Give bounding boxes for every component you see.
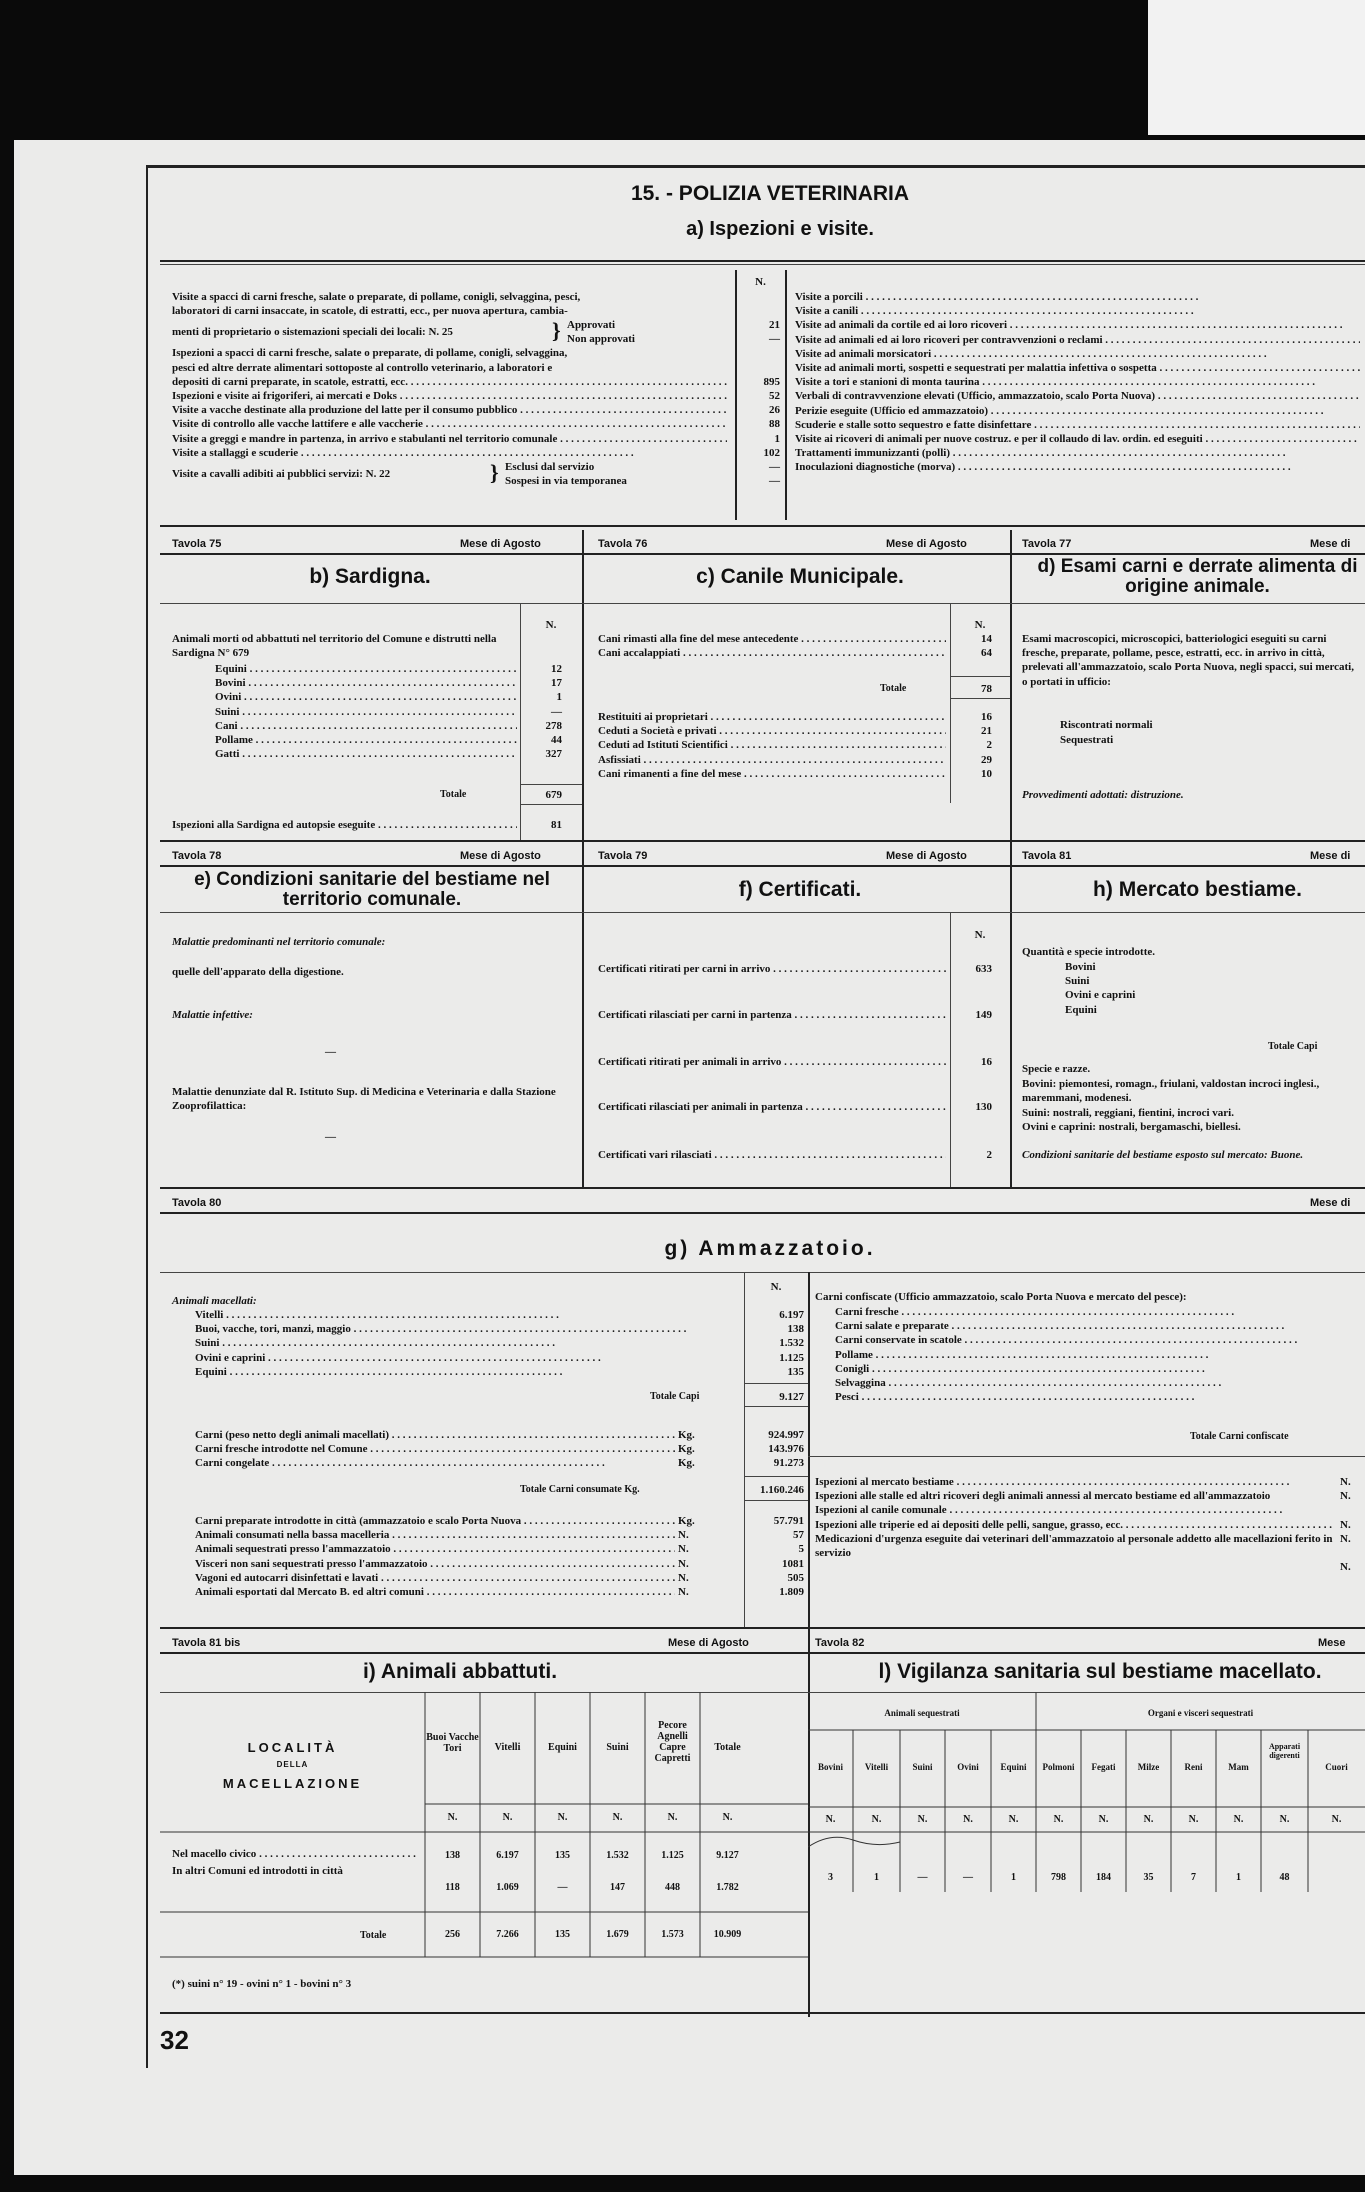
esami-provvedimenti: Provvedimenti adottati: distruzione. — [1022, 789, 1184, 801]
list-item: Cani rimanenti a fine del mese . . . — [598, 767, 946, 781]
list-item: Bovini . . . — [215, 676, 517, 690]
visite-row: Ispezioni a spacci di carni fresche, salate o preparate, di pollame, conigli, selvaggina, — [172, 347, 568, 360]
n-label: N. — [667, 1812, 678, 1823]
esami-text: Esami macroscopici, microscopici, batteriologici eseguiti su carni fresche, preparate, pollame, pesce, estratti, ecc. in arrivo in città, prelevati all'ammazzatoio, scalo Porta Nuova, negli spacci, sui mercati, o portati in ufficio: — [1022, 633, 1354, 688]
rule — [785, 270, 787, 520]
table-cell: 1.782 — [716, 1882, 739, 1893]
mercato-items — [1065, 960, 1135, 1017]
n-label: N. — [1053, 1814, 1064, 1825]
table-cell: 6.197 — [496, 1850, 519, 1861]
confiscate-totale: Totale Carni confiscate — [1190, 1431, 1289, 1442]
rule — [160, 264, 1365, 265]
ispezioni-row: Ispezioni alla Sardigna ed autopsie eseguite . . . — [172, 818, 517, 832]
section-title-ammazzatoio: g) Ammazzatoio. — [664, 1237, 876, 1260]
table-cell: 3 — [828, 1872, 833, 1883]
list-item: Vagoni ed autocarri disinfettati e lavati . . . — [195, 1571, 675, 1585]
table-cell: 184 — [1096, 1872, 1111, 1883]
n-label: N. — [1279, 1814, 1290, 1825]
visite-row: depositi di carni preparate, in scatole, estratti, ecc. . . . — [172, 375, 727, 389]
tavola-label: Tavola 82 — [815, 1637, 865, 1649]
certificati-value: 149 — [975, 1009, 992, 1021]
rule — [744, 1272, 745, 1627]
section-title-canile: c) Canile Municipale. — [696, 565, 904, 588]
totale-label: Totale — [360, 1930, 387, 1941]
table-cell: — — [963, 1872, 973, 1883]
tavola-label: Tavola 81 — [1022, 850, 1072, 862]
visite-left-block — [172, 290, 727, 488]
rule — [160, 1187, 1365, 1189]
list-item: Ispezioni alle triperie ed ai depositi delle pelli, sangue, grasso, ecc. . . . — [815, 1518, 1335, 1532]
confiscate-header: Carni confiscate (Ufficio ammazzatoio, scalo Porta Nuova e mercato del pesce): — [815, 1291, 1187, 1303]
carni-list — [195, 1428, 675, 1471]
rule — [520, 804, 582, 805]
list-item: Carni fresche . . . — [835, 1305, 1360, 1319]
n-label: N. — [545, 619, 557, 631]
rule — [1010, 530, 1012, 850]
rule — [1010, 842, 1012, 1187]
table-cell: — — [557, 1882, 568, 1893]
mese-label: Mese di — [1310, 850, 1351, 862]
list-item: Animali consumati nella bassa macelleria . . . — [195, 1528, 675, 1542]
tavola-label: Tavola 76 — [598, 538, 648, 550]
list-item: Animali sequestrati presso l'ammazzatoio . . . — [195, 1542, 675, 1556]
list-item: Suini — [1065, 975, 1090, 988]
visite-right-row: Inoculazioni diagnostiche (morva) . . . — [795, 460, 1360, 474]
visite-row: Visite a spacci di carni fresche, salate o preparate, di pollame, conigli, selvaggina, pesci, — [172, 291, 581, 303]
rule — [160, 2012, 1365, 2014]
list-item: Equini — [1065, 1003, 1097, 1016]
list-item: Pollame . . . — [215, 733, 517, 747]
canile-list-2 — [598, 710, 946, 781]
totale-label: Totale Carni consumate Kg. — [520, 1484, 640, 1495]
canile-list-1 — [598, 632, 946, 660]
section-title-vigilanza: l) Vigilanza sanitaria sul bestiame macellato. — [878, 1660, 1322, 1683]
table-cell: 798 — [1051, 1872, 1066, 1883]
altri-units: Kg. N. N. N. N. N. — [678, 1515, 695, 1599]
footnote: (*) suini n° 19 - ovini n° 1 - bovini n° 3 — [172, 1978, 352, 1990]
certificati-row: Certificati rilasciati per carni in partenza . . . — [598, 1008, 946, 1022]
section-title-sardigna: b) Sardigna. — [309, 565, 431, 588]
tavola-label: Tavola 78 — [172, 850, 222, 862]
list-item: Selvaggina . . . — [835, 1376, 1360, 1390]
totale-value: 78 — [981, 683, 992, 695]
malattie-infettive: Malattie infettive: — [172, 1009, 253, 1021]
table-cell: 118 — [445, 1882, 460, 1893]
n-label: N. — [871, 1814, 882, 1825]
visite-right-row: Perizie eseguite (Ufficio ed ammazzatoio) . . . — [795, 404, 1360, 418]
visite-row: Visite a greggi e mandre in partenza, in arrivo e stabulanti nel territorio comunale . . . — [172, 432, 727, 446]
table-cell: 1 — [1236, 1872, 1241, 1883]
mercato-quantita: Quantità e specie introdotte. — [1022, 946, 1156, 958]
rule — [582, 842, 584, 1187]
mercato-ovini: Ovini e caprini: nostrali, bergamaschi, biellesi. — [1022, 1121, 1241, 1133]
list-item: Equini . . . — [215, 662, 517, 676]
rule — [520, 603, 521, 841]
canile-values-2: 16 21 2 29 10 — [981, 711, 992, 780]
tavola-label: Tavola 75 — [172, 538, 222, 550]
table-cell: 1.679 — [606, 1929, 629, 1940]
column-header: Polmoni — [1042, 1762, 1075, 1772]
list-item: Restituiti ai proprietari . . . — [598, 710, 946, 724]
list-item: Cani rimasti alla fine del mese antecedente . . . — [598, 632, 946, 646]
column-header: Suini — [912, 1762, 933, 1772]
table-cell: 135 — [555, 1929, 570, 1940]
list-item: Ispezioni al mercato bestiame . . . — [815, 1475, 1335, 1489]
column-header: Buoi Vacche Tori — [426, 1732, 479, 1754]
certificati-value: 130 — [975, 1101, 992, 1113]
page-subheader: a) Ispezioni e visite. — [686, 218, 874, 240]
list-item: Asfissiati . . . — [598, 753, 946, 767]
dash: — — [325, 1131, 336, 1143]
malattie-denunziate: Malattie denunziate dal R. Istituto Sup. di Medicina e Veterinaria e dalla Stazione Zooprofilattica: — [172, 1086, 556, 1113]
tavola-label: Tavola 77 — [1022, 538, 1072, 550]
rule — [582, 530, 584, 850]
column-header: Fegati — [1091, 1762, 1116, 1772]
rule — [160, 840, 1365, 842]
visite-row: Visite a stallaggi e scuderie . . . — [172, 446, 727, 460]
mese-label: Mese di Agosto — [460, 850, 541, 862]
table-cell: 10.909 — [713, 1929, 742, 1940]
list-item: Equini . . . — [195, 1365, 740, 1379]
column-header: Milze — [1137, 1762, 1160, 1772]
rule — [160, 525, 1365, 527]
list-item: Medicazioni d'urgenza eseguite dai veterinari dell'ammazzatoio al personale addetto alle macellazioni ferito in servizio — [815, 1532, 1333, 1560]
table-cell: 1 — [874, 1872, 879, 1883]
list-item: Cani . . . — [215, 719, 517, 733]
mese-label: Mese — [1318, 1637, 1346, 1649]
mese-label: Mese di Agosto — [886, 538, 967, 550]
table-cell: 448 — [665, 1882, 680, 1893]
list-item: Visceri non sani sequestrati presso l'ammazzatoio . . . — [195, 1557, 675, 1571]
list-item: Bovini — [1065, 961, 1096, 973]
tavola-label: Tavola 80 — [172, 1197, 222, 1209]
table-cell: 7.266 — [496, 1929, 519, 1940]
column-header: Equini — [1000, 1762, 1027, 1772]
esami-riscontrati: Riscontrati normali — [1060, 719, 1153, 731]
totale-value: 9.127 — [779, 1391, 804, 1403]
certificati-row: Certificati ritirati per carni in arrivo . . . — [598, 962, 946, 976]
list-item: Ovini . . . — [215, 690, 517, 704]
certificati-row: Certificati rilasciati per animali in partenza . . . — [598, 1100, 946, 1114]
section-title-condizioni: e) Condizioni sanitarie del bestiame nel territorio comunale. — [194, 869, 550, 910]
visite-right-row: Visite ai ricoveri di animali per nuove costruz. e per il collaudo di lav. ordin. ed eseguiti . . . — [795, 432, 1360, 446]
visite-row: menti di proprietario o sistemazioni speciali dei locali: N. 25 } Approvati Non approvati — [172, 318, 635, 346]
tavola-label: Tavola 79 — [598, 850, 648, 862]
section-title-abbattuti: i) Animali abbattuti. — [362, 1660, 558, 1683]
ispezioni-value: 81 — [551, 819, 562, 831]
visite-right-row: Visite ad animali ed ai loro ricoveri per contravvenzioni o reclami . . . — [795, 333, 1360, 347]
table-cell: 1 — [1011, 1872, 1016, 1883]
rule — [160, 1212, 1365, 1214]
n-label: N. — [1143, 1814, 1154, 1825]
n-label: N. — [1098, 1814, 1109, 1825]
vigilanza-table — [808, 1692, 1365, 1892]
page-header: 15. - POLIZIA VETERINARIA — [630, 182, 910, 205]
localita-header: DELLA — [276, 1760, 309, 1769]
confiscate-list — [835, 1305, 1360, 1404]
rule — [735, 270, 737, 520]
n-label: N. — [770, 1281, 782, 1293]
carni-values: 924.997 143.976 91.273 — [768, 1429, 804, 1470]
visite-right-row: Visite ad animali morti, sospetti e sequestrati per malattia infettiva o sospetta . . . — [795, 361, 1360, 375]
n-label: N. — [612, 1812, 623, 1823]
list-item: Ovini e caprini — [1065, 989, 1136, 1002]
mese-label: Mese di Agosto — [886, 850, 967, 862]
totale-label: Totale — [880, 683, 907, 694]
column-header: Vitelli — [864, 1762, 889, 1772]
visite-right-row: Scuderie e stalle sotto sequestro e fatte disinfettare . . . — [795, 418, 1360, 432]
list-item: Cani accalappiati . . . — [598, 646, 946, 660]
tavola-label: Tavola 81 bis — [172, 1637, 241, 1649]
list-item: Vitelli . . . — [195, 1308, 740, 1322]
macellati-list — [195, 1308, 740, 1379]
column-header: Bovini — [817, 1762, 843, 1772]
table-cell: 256 — [445, 1929, 460, 1940]
mese-label: Mese di — [1310, 1197, 1351, 1209]
malattie-predominanti: Malattie predominanti nel territorio comunale: — [172, 936, 386, 948]
column-header: Totale — [714, 1742, 741, 1753]
column-header: Vitelli — [494, 1742, 521, 1753]
ispezioni-units: N. N. N. N. N. — [1340, 1476, 1351, 1573]
list-item: Ceduti a Società e privati . . . — [598, 724, 946, 738]
ispezioni-list — [815, 1475, 1335, 1560]
n-label: N. — [557, 1812, 568, 1823]
section-title-esami: d) Esami carni e derrate alimenta di origine animale. — [1037, 556, 1358, 597]
sardigna-values: 12 17 1 — 278 44 327 — [545, 663, 562, 761]
table-cell: 1.532 — [606, 1850, 629, 1861]
visite-right-row: Visite a porcili . . . — [795, 290, 1360, 304]
table-cell: 9.127 — [716, 1850, 739, 1861]
mercato-bovini: Bovini: piemontesi, romagn., friulani, valdostan incroci inglesi., maremmani, modenesi. — [1022, 1078, 1320, 1105]
list-item: Carni fresche introdotte nel Comune . . . — [195, 1442, 675, 1456]
table-cell: 48 — [1279, 1872, 1290, 1883]
rule — [950, 912, 951, 1187]
rule — [160, 260, 1365, 262]
table-cell: 1.573 — [661, 1929, 684, 1940]
rule — [744, 1406, 808, 1407]
column-header: Apparati digerenti — [1268, 1742, 1301, 1760]
n-label: N. — [974, 929, 986, 941]
list-item: Ispezioni alle stalle ed altri ricoveri degli animali annessi al mercato bestiame ed all'ammazzatoio — [815, 1490, 1271, 1503]
macellati-label: Animali macellati: — [172, 1295, 257, 1307]
n-label: N. — [963, 1814, 973, 1825]
mercato-suini: Suini: nostrali, reggiani, fientini, incroci vari. — [1022, 1107, 1234, 1119]
table-cell: 147 — [610, 1882, 625, 1893]
totale-value: 1.160.246 — [760, 1484, 804, 1496]
n-label: N. — [1331, 1814, 1342, 1825]
canile-values-1: 14 64 — [981, 633, 992, 660]
rule — [160, 865, 1365, 867]
visite-right-block — [795, 290, 1360, 475]
n-label: N. — [722, 1812, 733, 1823]
n-label: N. — [755, 276, 766, 288]
list-item: Buoi, vacche, tori, manzi, maggio . . . — [195, 1322, 740, 1336]
column-header: Reni — [1184, 1762, 1203, 1772]
localita-header: MACELLAZIONE — [222, 1776, 363, 1791]
abbattuti-table — [160, 1692, 808, 2012]
rule — [520, 784, 582, 785]
totale-label: Totale — [440, 789, 467, 800]
totale-value: 679 — [545, 789, 562, 801]
list-item: Suini . . . — [215, 705, 517, 719]
altri-list — [195, 1514, 675, 1599]
list-item: Gatti . . . — [215, 747, 517, 761]
certificati-row: Certificati vari rilasciati . . . — [598, 1148, 946, 1162]
mercato-condizioni: Condizioni sanitarie del bestiame esposto sul mercato: Buone. — [1022, 1149, 1304, 1161]
certificati-value: 633 — [975, 963, 992, 975]
sardigna-intro: Animali morti od abbattuti nel territorio del Comune e distrutti nella Sardigna N° 679 — [172, 633, 497, 660]
visite-values: 21 — 895 52 26 88 1 102 — — — [763, 319, 780, 488]
rule — [950, 698, 1010, 699]
visite-row: Visite di controllo alle vacche lattifere e alle vaccherie . . . — [172, 417, 727, 431]
table-cell: 7 — [1191, 1872, 1196, 1883]
top-white-paper — [1148, 0, 1365, 135]
esami-sequestrati: Sequestrati — [1060, 734, 1114, 746]
mese-label: Mese di Agosto — [460, 538, 541, 550]
visite-row: Visite a vacche destinate alla produzione del latte per il consumo pubblico . . . — [172, 403, 727, 417]
mese-label: Mese di Agosto — [668, 1637, 749, 1649]
localita-header: LOCALITÀ — [247, 1740, 338, 1755]
rule — [808, 1456, 1365, 1457]
visite-right-row: Visite ad animali da cortile ed ai loro ricoveri . . . — [795, 318, 1360, 332]
apparato-digestione: quelle dell'apparato della digestione. — [172, 966, 344, 978]
group-header: Animali sequestrati — [884, 1708, 960, 1718]
rule — [160, 553, 1365, 555]
list-item: Pesci . . . — [835, 1390, 1360, 1404]
column-header: Equini — [548, 1742, 577, 1753]
sardigna-list — [215, 662, 517, 761]
mercato-totale: Totale Capi — [1268, 1041, 1318, 1052]
list-item: Carni (peso netto degli animali macellati) . . . — [195, 1428, 675, 1442]
list-item: Carni congelate . . . — [195, 1456, 675, 1470]
certificati-value: 2 — [986, 1149, 992, 1161]
altri-values: 57.791 57 5 1081 505 1.809 — [773, 1515, 804, 1599]
section-title-certificati: f) Certificati. — [738, 878, 862, 901]
rule — [744, 1500, 808, 1501]
dash: — — [325, 1046, 336, 1058]
n-label: N. — [1188, 1814, 1199, 1825]
vigilanza-grid — [808, 1692, 1365, 1892]
n-label: N. — [825, 1814, 836, 1825]
section-title-mercato: h) Mercato bestiame. — [1093, 878, 1302, 901]
n-label: N. — [1008, 1814, 1019, 1825]
n-label: N. — [502, 1812, 513, 1823]
certificati-value: 16 — [981, 1056, 992, 1068]
visite-right-row: Visite a canili . . . — [795, 304, 1360, 318]
certificati-row: Certificati ritirati per animali in arrivo . . . — [598, 1055, 946, 1069]
rule — [160, 1652, 1365, 1654]
mese-label: Mese di — [1310, 538, 1351, 550]
visite-right-row: Verbali di contravvenzione elevati (Ufficio, ammazzatoio, scalo Porta Nuova) . . . — [795, 389, 1360, 403]
column-header: Mam — [1228, 1762, 1249, 1772]
top-dark-band — [0, 0, 1148, 140]
visite-row: Ispezioni e visite ai frigoriferi, ai mercati e Doks . . . — [172, 389, 727, 403]
column-header: Suini — [606, 1742, 629, 1753]
abbattuti-row-label: In altri Comuni ed introdotti in città — [172, 1865, 343, 1877]
rule — [744, 1476, 808, 1477]
list-item: Ispezioni al canile comunale . . . — [815, 1503, 1335, 1517]
n-label: N. — [1233, 1814, 1244, 1825]
table-cell: 35 — [1143, 1872, 1154, 1883]
column-header: Pecore Agnelli Capre Capretti — [654, 1720, 691, 1764]
rule — [744, 1383, 808, 1384]
table-cell: — — [917, 1872, 928, 1883]
visite-row: Visite a cavalli adibiti ai pubblici servizi: N. 22 } Esclusi dal servizio Sospesi in via temporanea — [172, 460, 627, 488]
list-item: Ceduti ad Istituti Scientifici . . . — [598, 738, 946, 752]
rule — [160, 1627, 1365, 1629]
carni-units: Kg. Kg. Kg. — [678, 1429, 695, 1470]
list-item: Carni salate e preparate . . . — [835, 1319, 1360, 1333]
list-item: Pollame . . . — [835, 1348, 1360, 1362]
visite-row: laboratori di carni insaccate, in scatole, di estratti, ecc., per nuova apertura, cambia- — [172, 305, 568, 318]
n-label: N. — [974, 619, 986, 631]
group-header: Organi e visceri sequestrati — [1147, 1708, 1254, 1718]
n-label: N. — [917, 1814, 928, 1825]
visite-right-row: Trattamenti immunizzanti (polli) . . . — [795, 446, 1360, 460]
visite-right-row: Visite a tori e stanioni di monta taurina . . . — [795, 375, 1360, 389]
n-label: N. — [447, 1812, 458, 1823]
list-item: Carni conservate in scatole . . . — [835, 1333, 1360, 1347]
table-cell: 138 — [445, 1850, 460, 1861]
abbattuti-row-label: Nel macello civico . . . — [172, 1847, 417, 1861]
list-item: Carni preparate introdotte in città (ammazzatoio e scalo Porta Nuova . . . — [195, 1514, 675, 1528]
visite-right-row: Visite ad animali morsicatori . . . — [795, 347, 1360, 361]
rule — [160, 912, 1365, 913]
list-item: Animali esportati dal Mercato B. ed altri comuni . . . — [195, 1585, 675, 1599]
list-item: Suini . . . — [195, 1336, 740, 1350]
table-cell: 1.069 — [496, 1882, 519, 1893]
totale-label: Totale Capi — [650, 1391, 700, 1402]
page-number: 32 — [160, 2025, 189, 2055]
macellati-values: 6.197 138 1.532 1.125 135 — [779, 1309, 804, 1378]
rule — [160, 603, 1365, 604]
mercato-specie: Specie e razze. — [1022, 1063, 1091, 1075]
list-item: Ovini e caprini . . . — [195, 1351, 740, 1365]
table-cell: 135 — [555, 1850, 570, 1861]
visite-row: pesci ed altre derrate alimentari sottoposte al controllo veterinario, a laboratori e — [172, 361, 553, 374]
column-header: Ovini — [957, 1762, 979, 1772]
list-item: Conigli . . . — [835, 1362, 1360, 1376]
rule — [808, 1272, 810, 1627]
rule — [950, 676, 1010, 677]
rule — [160, 1272, 1365, 1273]
table-cell: 1.125 — [661, 1850, 684, 1861]
rule — [950, 603, 951, 803]
column-header: Cuori — [1325, 1762, 1348, 1772]
